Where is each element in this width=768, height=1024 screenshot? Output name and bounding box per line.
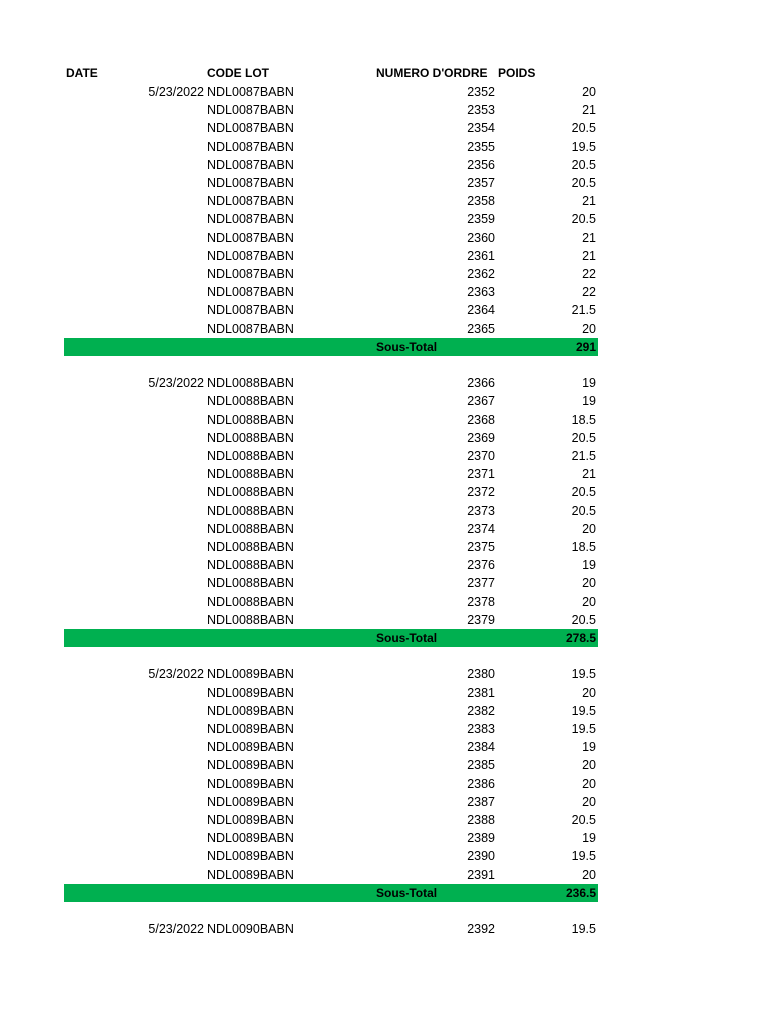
table-row: [0, 429, 768, 447]
table-row: [0, 665, 768, 683]
poids-cell: 21: [582, 230, 596, 245]
numero-ordre-cell: 2355: [467, 139, 495, 154]
numero-ordre-cell: 2358: [467, 194, 495, 209]
poids-cell: 19: [582, 558, 596, 573]
subtotal-value: 278.5: [565, 631, 596, 645]
table-row: [0, 811, 768, 829]
code-lot-cell: NDL0088BABN: [207, 430, 294, 445]
poids-cell: 20.5: [571, 813, 596, 827]
table-row: [0, 156, 768, 174]
code-lot-cell: NDL0088BABN: [207, 485, 294, 500]
code-lot-cell: NDL0089BABN: [207, 776, 294, 791]
numero-ordre-cell: 2356: [467, 157, 495, 172]
table-row: [0, 775, 768, 793]
code-lot-cell: NDL0087BABN: [207, 248, 294, 263]
table-row: [0, 301, 768, 319]
table-row: [0, 483, 768, 501]
code-lot-cell: NDL0089BABN: [207, 722, 294, 736]
numero-ordre-cell: 2360: [467, 230, 495, 245]
code-lot-cell: NDL0088BABN: [207, 412, 294, 427]
numero-ordre-cell: 2385: [467, 758, 495, 773]
subtotal-value: 236.5: [565, 885, 596, 900]
poids-cell: 19: [582, 740, 596, 755]
poids-cell: 20: [582, 576, 596, 591]
poids-cell: 20: [582, 794, 596, 809]
poids-cell: 20: [582, 685, 596, 700]
table-row: [0, 392, 768, 410]
table-row: [0, 593, 768, 611]
table-row: [0, 738, 768, 756]
code-lot-cell: NDL0087BABN: [207, 157, 294, 172]
code-lot-cell: NDL0088BABN: [207, 540, 294, 554]
table-row: [0, 611, 768, 629]
code-lot-cell: NDL0087BABN: [207, 321, 294, 336]
numero-ordre-cell: 2390: [467, 849, 495, 864]
poids-cell: 20: [582, 758, 596, 773]
code-lot-cell: NDL0088BABN: [207, 376, 294, 391]
poids-cell: 20: [582, 85, 596, 99]
code-lot-cell: NDL0087BABN: [207, 176, 294, 190]
poids-cell: 18.5: [571, 540, 596, 554]
code-lot-cell: NDL0087BABN: [207, 85, 294, 99]
subtotal-row: [64, 884, 598, 902]
numero-ordre-cell: 2367: [467, 394, 495, 409]
subtotal-label: Sous-Total: [376, 885, 438, 900]
subtotal-row: [64, 338, 598, 356]
numero-ordre-cell: 2357: [467, 176, 495, 190]
poids-cell: 20.5: [571, 212, 596, 227]
code-lot-cell: NDL0089BABN: [207, 794, 294, 809]
code-lot-cell: NDL0087BABN: [207, 230, 294, 245]
poids-cell: 18.5: [571, 412, 596, 427]
code-lot-cell: NDL0087BABN: [207, 103, 294, 118]
numero-ordre-cell: 2383: [467, 722, 495, 736]
poids-cell: 20: [582, 321, 596, 336]
poids-cell: 19.5: [571, 139, 596, 154]
table-row: [0, 829, 768, 847]
code-lot-cell: NDL0088BABN: [207, 558, 294, 573]
poids-cell: 19.5: [571, 703, 596, 718]
numero-ordre-cell: 2374: [467, 521, 495, 536]
header-date: DATE: [66, 66, 98, 80]
code-lot-cell: NDL0087BABN: [207, 194, 294, 209]
poids-cell: 21: [582, 248, 596, 263]
poids-cell: 20: [582, 594, 596, 609]
numero-ordre-cell: 2392: [467, 922, 495, 937]
code-lot-cell: NDL0087BABN: [207, 212, 294, 227]
numero-ordre-cell: 2366: [467, 376, 495, 391]
table-row: [0, 847, 768, 865]
numero-ordre-cell: 2382: [467, 703, 495, 718]
code-lot-cell: NDL0087BABN: [207, 121, 294, 136]
date-cell: 5/23/2022: [148, 922, 204, 937]
poids-cell: 20: [582, 776, 596, 791]
subtotal-value: 291: [575, 339, 596, 354]
subtotal-label: Sous-Total: [376, 631, 438, 645]
poids-cell: 21.5: [571, 449, 596, 463]
header-poids: POIDS: [498, 66, 536, 80]
code-lot-cell: NDL0087BABN: [207, 139, 294, 154]
code-lot-cell: NDL0089BABN: [207, 703, 294, 718]
numero-ordre-cell: 2379: [467, 612, 495, 627]
table-row: [0, 283, 768, 301]
poids-cell: 21: [582, 194, 596, 209]
numero-ordre-cell: 2372: [467, 485, 495, 500]
numero-ordre-cell: 2361: [467, 248, 495, 263]
code-lot-cell: NDL0089BABN: [207, 813, 294, 827]
table-row: [0, 411, 768, 429]
numero-ordre-cell: 2380: [467, 667, 495, 682]
poids-cell: 20: [582, 521, 596, 536]
numero-ordre-cell: 2388: [467, 813, 495, 827]
numero-ordre-cell: 2368: [467, 412, 495, 427]
table-row: [0, 920, 768, 938]
table-row: [0, 684, 768, 702]
code-lot-cell: NDL0089BABN: [207, 867, 294, 882]
code-lot-cell: NDL0089BABN: [207, 685, 294, 700]
numero-ordre-cell: 2376: [467, 558, 495, 573]
code-lot-cell: NDL0088BABN: [207, 576, 294, 591]
numero-ordre-cell: 2363: [467, 285, 495, 300]
table-row: [0, 447, 768, 465]
table-row: [0, 247, 768, 265]
table-row: [0, 574, 768, 592]
numero-ordre-cell: 2371: [467, 467, 495, 482]
code-lot-cell: NDL0089BABN: [207, 667, 294, 682]
table-row: [0, 138, 768, 156]
poids-cell: 20.5: [571, 176, 596, 190]
code-lot-cell: NDL0089BABN: [207, 758, 294, 773]
code-lot-cell: NDL0087BABN: [207, 303, 294, 318]
numero-ordre-cell: 2370: [467, 449, 495, 463]
poids-cell: 19.5: [571, 849, 596, 864]
table-row: [0, 101, 768, 119]
poids-cell: 19.5: [571, 722, 596, 736]
poids-cell: 21: [582, 103, 596, 118]
header-code-lot: CODE LOT: [207, 66, 269, 80]
table-row: [0, 374, 768, 392]
numero-ordre-cell: 2389: [467, 831, 495, 846]
subtotal-row: [64, 629, 598, 647]
poids-cell: 19: [582, 831, 596, 846]
poids-cell: 19: [582, 394, 596, 409]
date-cell: 5/23/2022: [148, 85, 204, 99]
numero-ordre-cell: 2391: [467, 867, 495, 882]
code-lot-cell: NDL0087BABN: [207, 285, 294, 300]
poids-cell: 20: [582, 867, 596, 882]
numero-ordre-cell: 2387: [467, 794, 495, 809]
poids-cell: 19: [582, 376, 596, 391]
numero-ordre-cell: 2386: [467, 776, 495, 791]
table-row: [0, 520, 768, 538]
table-row: [0, 538, 768, 556]
numero-ordre-cell: 2375: [467, 540, 495, 554]
poids-cell: 22: [582, 285, 596, 300]
poids-cell: 21: [582, 467, 596, 482]
code-lot-cell: NDL0088BABN: [207, 449, 294, 463]
table-row: [0, 83, 768, 101]
table-row: [0, 119, 768, 137]
table-row: [0, 793, 768, 811]
numero-ordre-cell: 2362: [467, 267, 495, 281]
table-row: [0, 210, 768, 228]
numero-ordre-cell: 2378: [467, 594, 495, 609]
poids-cell: 20.5: [571, 612, 596, 627]
table-row: [0, 192, 768, 210]
table-row: [0, 465, 768, 483]
numero-ordre-cell: 2373: [467, 503, 495, 518]
table-row: [0, 756, 768, 774]
code-lot-cell: NDL0088BABN: [207, 503, 294, 518]
table-row: [0, 556, 768, 574]
code-lot-cell: NDL0088BABN: [207, 467, 294, 482]
header-numero-ordre: NUMERO D'ORDRE: [376, 66, 488, 80]
date-cell: 5/23/2022: [148, 667, 204, 682]
poids-cell: 20.5: [571, 485, 596, 500]
table-row: [0, 502, 768, 520]
numero-ordre-cell: 2353: [467, 103, 495, 118]
code-lot-cell: NDL0089BABN: [207, 831, 294, 846]
numero-ordre-cell: 2384: [467, 740, 495, 755]
numero-ordre-cell: 2369: [467, 430, 495, 445]
poids-cell: 19.5: [571, 922, 596, 937]
numero-ordre-cell: 2381: [467, 685, 495, 700]
table-row: [0, 702, 768, 720]
table-row: [0, 174, 768, 192]
poids-cell: 20.5: [571, 157, 596, 172]
poids-cell: 20.5: [571, 503, 596, 518]
code-lot-cell: NDL0088BABN: [207, 612, 294, 627]
poids-cell: 22: [582, 267, 596, 281]
table-row: [0, 720, 768, 738]
numero-ordre-cell: 2364: [467, 303, 495, 318]
code-lot-cell: NDL0089BABN: [207, 849, 294, 864]
poids-cell: 20.5: [571, 121, 596, 136]
poids-cell: 20.5: [571, 430, 596, 445]
numero-ordre-cell: 2352: [467, 85, 495, 99]
numero-ordre-cell: 2377: [467, 576, 495, 591]
code-lot-cell: NDL0087BABN: [207, 267, 294, 281]
numero-ordre-cell: 2365: [467, 321, 495, 336]
code-lot-cell: NDL0088BABN: [207, 394, 294, 409]
code-lot-cell: NDL0088BABN: [207, 594, 294, 609]
subtotal-label: Sous-Total: [376, 339, 438, 354]
table-row: [0, 320, 768, 338]
poids-cell: 21.5: [571, 303, 596, 318]
date-cell: 5/23/2022: [148, 376, 204, 391]
code-lot-cell: NDL0089BABN: [207, 740, 294, 755]
table-row: [0, 265, 768, 283]
poids-cell: 19.5: [571, 667, 596, 682]
code-lot-cell: NDL0088BABN: [207, 521, 294, 536]
code-lot-cell: NDL0090BABN: [207, 922, 294, 937]
numero-ordre-cell: 2359: [467, 212, 495, 227]
table-row: [0, 229, 768, 247]
numero-ordre-cell: 2354: [467, 121, 495, 136]
table-row: [0, 866, 768, 884]
